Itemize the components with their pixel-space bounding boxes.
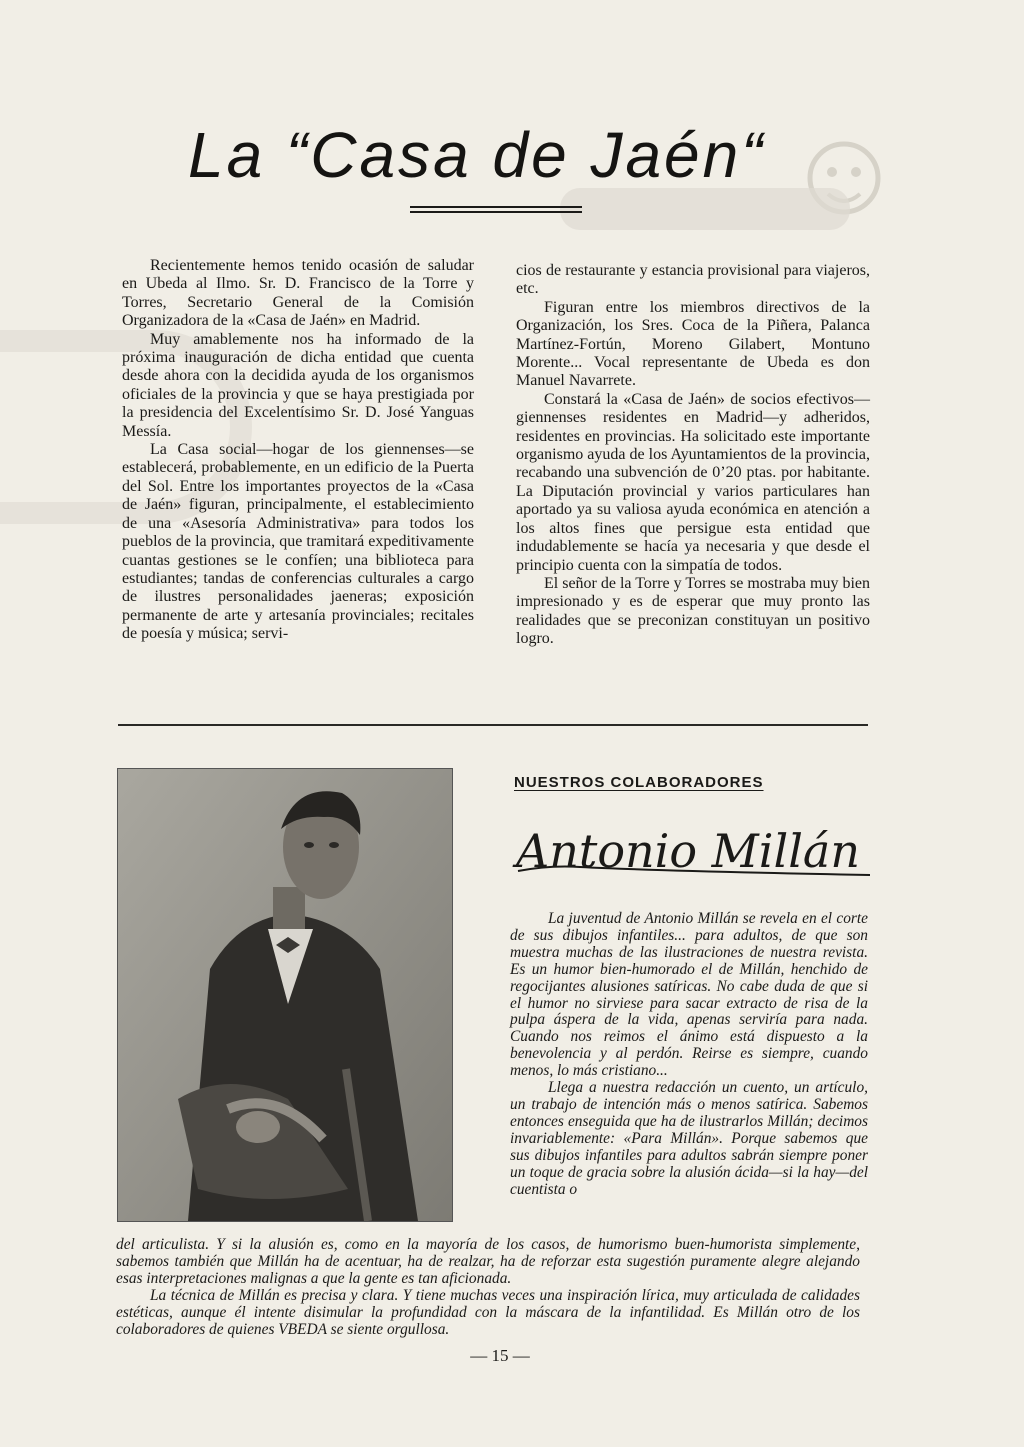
name-heading [510, 805, 880, 891]
profile-paragraph: Llega a nuestra redacción un cuento, un artículo, un trabajo de intención más o menos satírica. Sabemos entonces enseguida que ha de ilustrarlos Millán; decimos invariablemente: «Para Millán». Porque sabemos que sus dibujos infantiles para adultos sabrán siempre poner un toque de gracia sobre la alusión ácida—si la hay—del cuentista o [510, 1079, 868, 1198]
article-paragraph: La Casa social—hogar de los giennenses—se establecerá, probablemente, en un edificio de la Puerta del Sol. Entre los importantes proyectos de la «Casa de Jaén» figuran, principalmente, el establecimiento de una «Asesoría Administrativa» para todos los pueblos de la provincia, que tramitará expeditivamente cuantas gestiones se le confíen; una biblioteca para estudiantes; tandas de conferencias culturales a cargo de ilustres personalidades jaeneras; exposición permanente de arte y artesanía provinciales; recitales de poesía y música; servi- [122, 441, 474, 643]
profile-paragraph: del articulista. Y si la alusión es, como en la mayoría de los casos, de humorismo buen-humorista simplemente, sabemos también que Millán ha de acentuar, ha de realzar, ha de reforzar esta sugestión puramente alegre alejando esas interpretaciones malignas a que la gente es tan aficionada. [116, 1236, 860, 1287]
title-underline-bottom [410, 211, 582, 213]
title-underline-top [410, 206, 582, 208]
section-label: NUESTROS COLABORADORES [514, 774, 764, 791]
article-paragraph: Recientemente hemos tenido ocasión de saludar en Ubeda al Ilmo. Sr. D. Francisco de la Torre y Torres, Secretario General de la Comisión Organizadora de la «Casa de Jaén» en Madrid. [122, 257, 474, 330]
profile-paragraph: La técnica de Millán es precisa y clara. Y tiene muchas veces una inspiración lírica, muy articulada de calidades estéticas, aunque él intente disimular la profundidad con la máscara de la infantilidad. Es Millán otro de los colaboradores de quienes VBEDA se siente orgullosa. [116, 1286, 860, 1338]
article-paragraph: El señor de la Torre y Torres se mostraba muy bien impresionado y es de esperar que muy pronto las realidades que se preconizan constituyan un positivo logro. [516, 574, 870, 648]
article-left-column [122, 257, 474, 644]
profile-text-right [510, 911, 868, 1198]
article-paragraph: cios de restaurante y estancia provisional para viajeros, etc. [516, 262, 870, 298]
article-title: La “Casa de Jaén“ [188, 119, 766, 191]
article-paragraph: Constará la «Casa de Jaén» de socios efectivos—giennenses residentes en Madrid—y adheridos, residentes en provincias. Ha solicitado este importante organismo ayuda de los Ayuntamientos de la provincia, recabando una subvención de 0’20 ptas. por habitante. La Diputación provincial y varios particulares han aportado ya su valiosa ayuda económica en atención a los altos fines que persigue esta entidad que indudablemente se hacía ya necesaria y que desde el principio cuenta con la simpatía de todos. [516, 390, 870, 574]
portrait-photo [117, 768, 453, 1222]
bleed-through-banner [560, 188, 850, 230]
article-right-column [516, 262, 870, 649]
article-paragraph: Figuran entre los miembros directivos de la Organización, los Sres. Coca de la Piñera, Palanca Martínez-Fortún, Moreno Gilabert, Montuno Morente... Vocal representante de Ubeda es don Manuel Navarrete. [516, 298, 870, 390]
profile-paragraph: La juventud de Antonio Millán se revela en el corte de sus dibujos infantiles... para adultos, de que son muestra muchas de las ilustraciones de nuestra revista. Es un humor bien-humorado el de Millán, henchido de regocijantes alusiones satíricas. No cabe duda de que si el humor no sirviese para sacar extracto de risa de la pulpa áspera de la vida, apenas serviría para nada. Cuando nos reimos el ánimo está dispuesto a la benevolencia y al perdón. Reirse es siempre, cuando menos, lo más cristiano... [510, 910, 868, 1080]
page-number: — 15 — [470, 1346, 530, 1365]
article-paragraph: Muy amablemente nos ha informado de la próxima inauguración de dicha entidad que cuenta desde ahora con la decidida ayuda de los organismos oficiales de la provincia y que se haya prestigiada por la presidencia del Excelentísimo Sr. D. José Yanguas Messía. [122, 330, 474, 440]
profile-text-full [116, 1237, 860, 1338]
portrait-illustration [118, 769, 452, 1221]
section-divider [118, 724, 868, 726]
name-text: Antonio Millán [516, 824, 860, 878]
